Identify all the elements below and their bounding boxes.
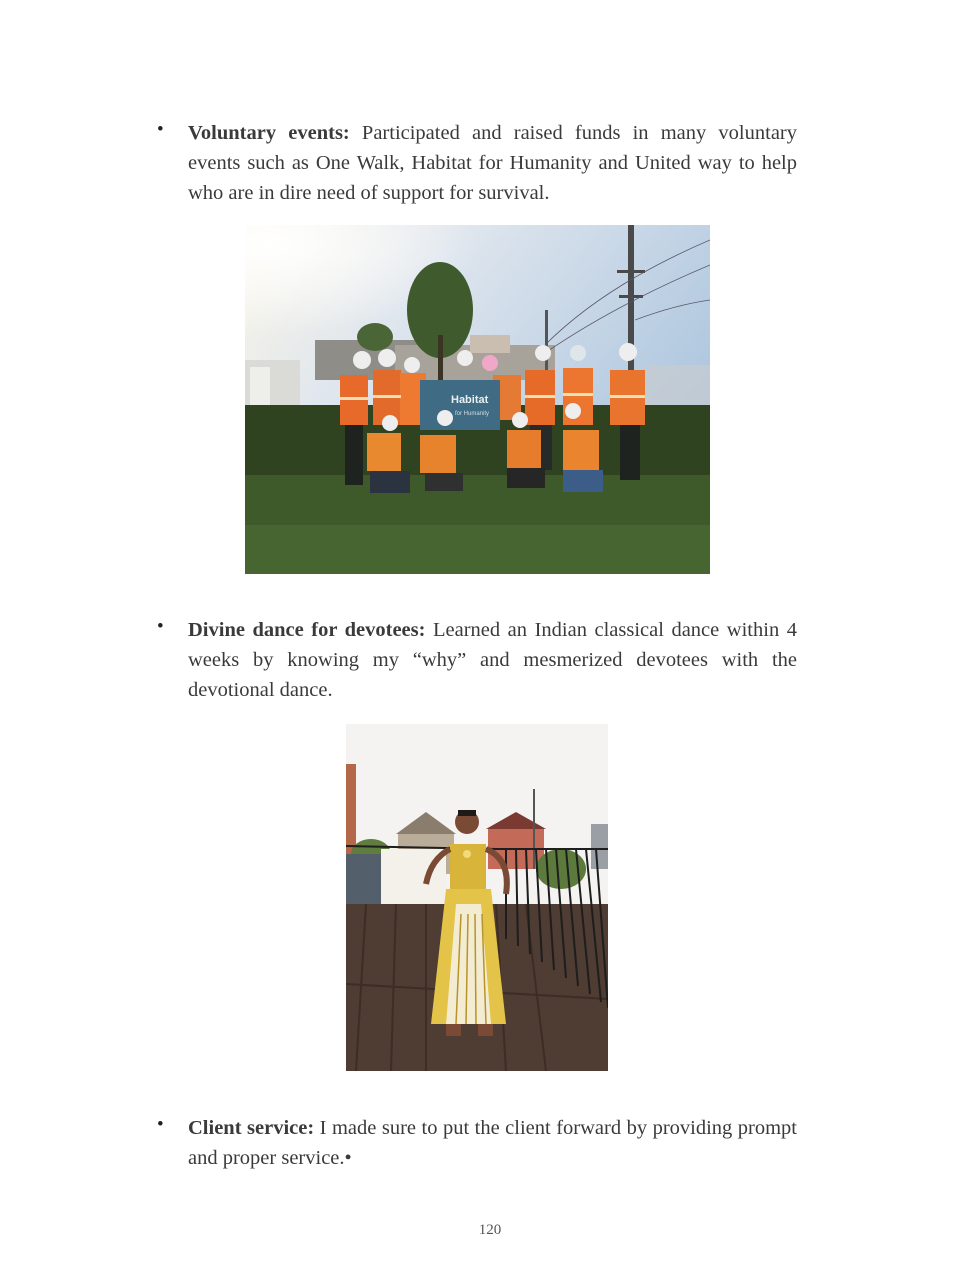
bullet-body: Participated and raised funds in many voluntary events such as One Walk, Habitat for Humanity and United way to help who are in dire need of support for survival.	[188, 122, 797, 204]
bullet-client-service	[157, 1113, 797, 1173]
bullet-marker: •	[157, 119, 164, 140]
bullet-body: I made sure to put the client forward by providing prompt and proper service.•	[188, 1117, 797, 1169]
bullet-paragraph	[188, 118, 797, 208]
volunteer-group-photo	[245, 225, 710, 574]
classical-dancer-photo	[346, 724, 608, 1071]
bullet-marker: •	[157, 616, 164, 637]
bullet-body: Learned an Indian classical dance within 4 weeks by knowing my “why” and mesmerized devotees with the devotional dance.	[188, 619, 797, 701]
bullet-divine-dance	[157, 615, 797, 705]
bullet-title: Voluntary events:	[188, 122, 350, 144]
bullet-paragraph	[188, 615, 797, 705]
bullet-voluntary-events	[157, 118, 797, 208]
bullet-title: Divine dance for devotees:	[188, 619, 426, 641]
banner-text: Habitat	[451, 394, 489, 406]
bullet-marker: •	[157, 1114, 164, 1135]
page-number: 120	[478, 1222, 502, 1238]
bullet-title: Client service:	[188, 1117, 315, 1139]
bullet-paragraph	[188, 1113, 797, 1173]
banner-subtext: for Humanity	[455, 411, 490, 417]
